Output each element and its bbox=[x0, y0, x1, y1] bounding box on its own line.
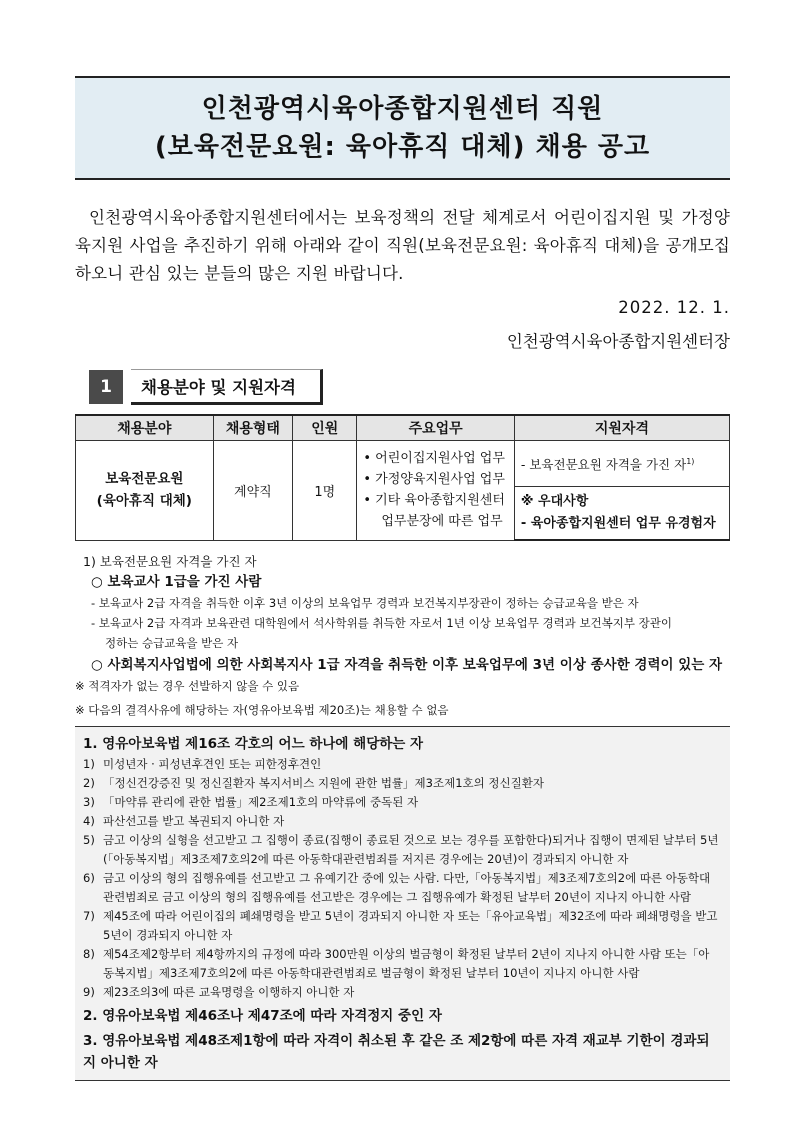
qualification-notes bbox=[75, 551, 730, 720]
item-text: 금고 이상의 형의 집행유예를 선고받고 그 유예기간 중에 있는 사람. 다만,「아동복지법」제3조제7호의2에 따른 아동학대관련범죄로 금고 이상의 형의 집행유예를 선고받은 경우에는 그 집행유예가 확정된 날부터 20년이 지나지 아니한 사람 bbox=[103, 871, 711, 904]
list-item bbox=[83, 812, 720, 831]
title-line-2: (보육전문요원: 육아휴직 대체) 채용 공고 bbox=[154, 132, 651, 162]
item-text: 「마약류 관리에 관한 법률」제2조제1호의 마약류에 중독된 자 bbox=[103, 795, 419, 809]
duty-item: 업무분장에 따른 업무 bbox=[381, 514, 503, 530]
disq-item-list bbox=[83, 755, 720, 1002]
item-number: 1) bbox=[83, 757, 95, 771]
list-item bbox=[83, 793, 720, 812]
header-count: 인원 bbox=[293, 415, 357, 441]
recruit-table bbox=[75, 414, 730, 541]
section-title: 채용분야 및 지원자격 bbox=[131, 369, 323, 405]
item-text: 제23조의3에 따른 교육명령을 이행하지 아니한 자 bbox=[103, 985, 355, 999]
cell-preference bbox=[514, 487, 729, 541]
duty-item: • 어린이집지원사업 업무 bbox=[363, 451, 505, 467]
item-text: 「정신건강증진 및 정신질환자 복지서비스 지원에 관한 법률」제3조제1호의 정신질환자 bbox=[103, 776, 544, 790]
list-item bbox=[83, 755, 720, 774]
qualification-text: - 보육전문요원 자격을 가진 자 bbox=[520, 456, 687, 472]
disq-heading-3: 3. 영유아보육법 제48조제1항에 따라 자격이 취소된 후 같은 조 제2항에 따른 자격 재교부 기한이 경과되지 아니한 자 bbox=[83, 1033, 710, 1071]
list-item bbox=[83, 831, 720, 869]
intro-paragraph bbox=[75, 204, 730, 288]
section-number: 1 bbox=[89, 370, 123, 404]
item-text: 미성년자 · 피성년후견인 또는 피한정후견인 bbox=[103, 757, 322, 771]
item-number: 3) bbox=[83, 795, 95, 809]
item-number: 8) bbox=[83, 947, 95, 961]
item-text: 제54조제2항부터 제4항까지의 규정에 따라 300만원 이상의 벌금형이 확정된 날부터 2년이 지나지 아니한 사람 또는「아동복지법」제3조제7호의2에 따른 아동학대관련범죄로 벌금형이 확정된 날부터 10년이 지나지 아니한 사람 bbox=[103, 947, 710, 980]
section-1-heading bbox=[75, 370, 730, 404]
item-number: 5) bbox=[83, 833, 95, 847]
item-number: 4) bbox=[83, 814, 95, 828]
title-line-1: 인천광역시육아종합지원센터 직원 bbox=[201, 94, 604, 124]
item-number: 7) bbox=[83, 909, 95, 923]
item-number: 2) bbox=[83, 776, 95, 790]
note-teacher-grade1: ○ 보육교사 1급을 가진 사람 bbox=[91, 574, 262, 590]
note-no-selection: ※ 적격자가 없는 경우 선발하지 않을 수 있음 bbox=[75, 679, 300, 693]
note-1: 1) 보육전문요원 자격을 가진 자 bbox=[83, 554, 257, 569]
list-item bbox=[83, 869, 720, 907]
duty-item: • 기타 육아종합지원센터 bbox=[363, 493, 505, 509]
qualification-footnote-mark: 1) bbox=[686, 456, 695, 466]
note-disqualification: ※ 다음의 결격사유에 해당하는 자(영유아보육법 제20조)는 채용할 수 없음 bbox=[75, 703, 449, 717]
header-qualification: 지원자격 bbox=[514, 415, 729, 441]
notice-page bbox=[75, 76, 730, 1081]
cell-type: 계약직 bbox=[213, 441, 293, 541]
disq-heading-1: 1. 영유아보육법 제16조 각호의 어느 하나에 해당하는 자 bbox=[83, 736, 424, 752]
disqualification-box bbox=[75, 726, 730, 1081]
field-line-2: (육아휴직 대체) bbox=[96, 493, 192, 510]
cell-field bbox=[76, 441, 214, 541]
note-teacher-detail-2: - 보육교사 2급 자격과 보육관련 대학원에서 석사학위를 취득한 자로서 1년 이상 보육업무 경력과 보건복지부 장관이 bbox=[91, 616, 672, 630]
note-social-worker: ○ 사회복지사업법에 의한 사회복지사 1급 자격을 취득한 이후 보육업무에 3년 이상 종사한 경력이 있는 자 bbox=[91, 657, 723, 673]
preference-title: ※ 우대사항 bbox=[520, 494, 589, 509]
list-item bbox=[83, 907, 720, 945]
cell-qualification bbox=[514, 441, 729, 487]
disq-heading-2: 2. 영유아보육법 제46조나 제47조에 따라 자격정지 중인 자 bbox=[83, 1008, 442, 1024]
duty-item: • 가정양육지원사업 업무 bbox=[363, 472, 505, 488]
table-row bbox=[76, 441, 730, 487]
intro-text: 인천광역시육아종합지원센터에서는 보육정책의 전달 체계로서 어린이집지원 및 가정양육지원 사업을 추진하기 위해 아래와 같이 직원(보육전문요원: 육아휴직 대체)을 공개모집 하오니 관심 있는 분들의 많은 지원 바랍니다. bbox=[75, 208, 730, 283]
item-number: 9) bbox=[83, 985, 95, 999]
item-text: 파산선고를 받고 복권되지 아니한 자 bbox=[103, 814, 285, 828]
notice-date: 2022. 12. 1. bbox=[618, 298, 730, 317]
list-item bbox=[83, 983, 720, 1002]
header-duties: 주요업무 bbox=[357, 415, 515, 441]
cell-duties bbox=[357, 441, 515, 541]
note-teacher-detail-1: - 보육교사 2급 자격을 취득한 이후 3년 이상의 보육업무 경력과 보건복지부장관이 정하는 승급교육을 받은 자 bbox=[91, 596, 639, 610]
header-type: 채용형태 bbox=[213, 415, 293, 441]
cell-count: 1명 bbox=[293, 441, 357, 541]
list-item bbox=[83, 945, 720, 983]
field-line-1: 보육전문요원 bbox=[105, 471, 184, 488]
table-header-row bbox=[76, 415, 730, 441]
item-text: 제45조에 따라 어린이집의 폐쇄명령을 받고 5년이 경과되지 아니한 자 또는「유아교육법」제32조에 따라 폐쇄명령을 받고 5년이 경과되지 아니한 자 bbox=[103, 909, 718, 942]
list-item bbox=[83, 774, 720, 793]
header-field: 채용분야 bbox=[76, 415, 214, 441]
item-text: 금고 이상의 실형을 선고받고 그 집행이 종료(집행이 종료된 것으로 보는 경우를 포함한다)되거나 집행이 면제된 날부터 5년(「아동복지법」제3조제7호의2에 따른 아동학대관련범죄를 저지른 경우에는 20년)이 경과되지 아니한 자 bbox=[103, 833, 719, 866]
notice-signer: 인천광역시육아종합지원센터장 bbox=[506, 332, 730, 351]
title-box bbox=[75, 76, 730, 180]
note-teacher-detail-2b: 정하는 승급교육을 받은 자 bbox=[105, 636, 239, 650]
item-number: 6) bbox=[83, 871, 95, 885]
preference-item: - 육아종합지원센터 업무 유경험자 bbox=[520, 516, 716, 531]
